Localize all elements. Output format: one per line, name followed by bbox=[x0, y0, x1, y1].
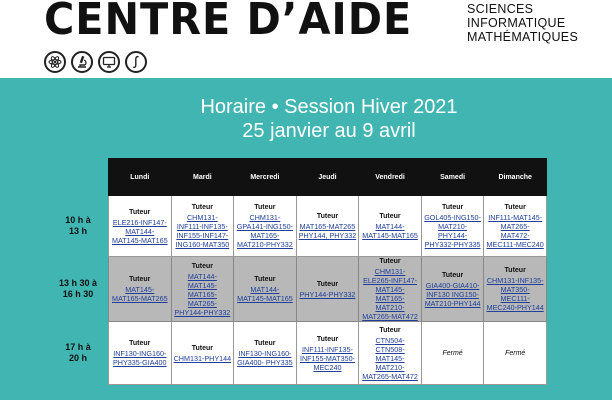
day-header-samedi: Samedi bbox=[421, 159, 484, 196]
schedule-cell: Tuteur CHM131-PHY144 bbox=[171, 322, 234, 385]
schedule-cell: Tuteur ELE216-INF147-MAT144-MAT145-MAT165 bbox=[109, 196, 172, 257]
time-label: 13 h 30 à 16 h 30 bbox=[58, 278, 98, 299]
schedule-cell: Tuteur INF111-MAT145-MAT265-MAT472-MEC111-MEC240 bbox=[484, 196, 547, 257]
course-link[interactable]: CHM131-ELE265-INF147-MAT145-MAT165-MAT210-MAT265-MAT472 bbox=[362, 267, 418, 321]
computer-icon bbox=[98, 51, 120, 73]
schedule-cell: Tuteur INF111-INF135-INF155-MAT350-MEC240 bbox=[296, 322, 359, 385]
subject-line-informatique: INFORMATIQUE bbox=[467, 16, 566, 30]
schedule-cell: Tuteur MAT144-MAT145-MAT165-MAT265-PHY144-PHY332 bbox=[171, 257, 234, 322]
atom-icon bbox=[44, 51, 66, 73]
course-link[interactable]: CHM131-PHY144 bbox=[173, 353, 232, 363]
time-label: 10 h à 13 h bbox=[65, 215, 91, 236]
course-link[interactable]: CTN504-CTN508-MAT145-MAT210-MAT265-MAT472 bbox=[362, 335, 418, 381]
schedule-cell: Tuteur MAT165-MAT265 PHY144, PHY332 bbox=[296, 196, 359, 257]
closed-label: Fermé bbox=[442, 350, 463, 357]
corner-cell bbox=[48, 159, 109, 196]
course-link[interactable]: MAT144-MAT145-MAT165 bbox=[237, 285, 293, 303]
course-link[interactable]: MAT144-MAT145-MAT165 bbox=[362, 222, 418, 240]
day-header-dimanche: Dimanche bbox=[484, 159, 547, 196]
course-link[interactable]: MAT145-MAT165-MAT265 bbox=[111, 285, 168, 303]
course-link[interactable]: GOL405-ING150-MAT210-PHY144-PHY332-PHY335 bbox=[424, 213, 481, 249]
course-link[interactable]: PHY144-PHY332 bbox=[299, 289, 356, 299]
schedule-cell: Tuteur MAT144-MAT145-MAT165 bbox=[234, 257, 297, 322]
time-label: 17 h à 20 h bbox=[65, 342, 91, 363]
closed-label: Fermé bbox=[505, 350, 526, 357]
course-link[interactable]: ELE216-INF147-MAT144-MAT145-MAT165 bbox=[111, 217, 168, 245]
schedule-cell: Tuteur CHM131- INF111-INF135-INF155-INF147-ING160-MAT350 bbox=[171, 196, 234, 257]
day-header-lundi: Lundi bbox=[109, 159, 172, 196]
subject-line-mathematiques: MATHÉMATIQUES bbox=[467, 30, 579, 44]
schedule-cell: Tuteur PHY144-PHY332 bbox=[296, 257, 359, 322]
discipline-icons bbox=[44, 51, 147, 73]
schedule-table bbox=[48, 158, 547, 385]
slot-row-afternoon bbox=[48, 257, 547, 322]
closed-cell bbox=[484, 322, 547, 385]
schedule-cell: Tuteur CTN504-CTN508-MAT145-MAT210-MAT265-MAT472 bbox=[359, 322, 422, 385]
course-link[interactable]: MAT165-MAT265 PHY144, PHY332 bbox=[298, 222, 357, 240]
closed-cell bbox=[421, 322, 484, 385]
day-header-jeudi: Jeudi bbox=[296, 159, 359, 196]
schedule-cell: Tuteur CHM131-INF135-MAT350-MEC111-MEC240-PHY144 bbox=[484, 257, 547, 322]
microscope-icon bbox=[71, 51, 93, 73]
course-link[interactable]: CHM131-INF135-MAT350-MEC111-MEC240-PHY144 bbox=[486, 276, 544, 312]
schedule-cell: Tuteur MAT145-MAT165-MAT265 bbox=[109, 257, 172, 322]
slot-row-morning bbox=[48, 196, 547, 257]
schedule-cell: Tuteur INF130-ING160-PHY335-GIA400 bbox=[109, 322, 172, 385]
schedule-cell: Tuteur CHM131-GPA141-ING150-MAT165-MAT210-PHY332 bbox=[234, 196, 297, 257]
subject-line-sciences: SCIENCES bbox=[467, 2, 534, 16]
course-link[interactable]: INF130-ING160-PHY335-GIA400 bbox=[113, 349, 167, 367]
day-header-vendredi: Vendredi bbox=[359, 159, 422, 196]
course-link[interactable]: MAT144-MAT145-MAT165-MAT265-PHY144-PHY332 bbox=[174, 271, 231, 317]
centre-title: CENTRE D’AIDE bbox=[44, 0, 413, 45]
course-link[interactable]: INF111-MAT145-MAT265-MAT472-MEC111-MEC240 bbox=[486, 213, 544, 249]
course-link[interactable]: CHM131-GPA141-ING150-MAT165-MAT210-PHY332 bbox=[236, 213, 293, 249]
schedule-cell: Tuteur GIA400-GIA410-INF130 ING150-MAT210-PHY144 bbox=[421, 257, 484, 322]
course-link[interactable]: INF111-INF135-INF155-MAT350-MEC240 bbox=[299, 344, 355, 372]
course-link[interactable]: INF130-ING160-GIA400- PHY335 bbox=[237, 349, 293, 367]
schedule-dates: 25 janvier au 9 avril bbox=[242, 120, 416, 142]
day-header-mercredi: Mercredi bbox=[234, 159, 297, 196]
schedule-heading: Horaire • Session Hiver 2021 bbox=[200, 96, 458, 118]
course-link[interactable]: CHM131- INF111-INF135-INF155-INF147-ING160-MAT350 bbox=[175, 213, 230, 249]
schedule-cell: Tuteur INF130-ING160-GIA400- PHY335 bbox=[234, 322, 297, 385]
course-link[interactable]: GIA400-GIA410-INF130 ING150-MAT210-PHY144 bbox=[424, 280, 481, 308]
header-banner bbox=[0, 0, 612, 78]
schedule-cell: Tuteur GOL405-ING150-MAT210-PHY144-PHY332-PHY335 bbox=[421, 196, 484, 257]
schedule-cell: Tuteur CHM131-ELE265-INF147-MAT145-MAT165-MAT210-MAT265-MAT472 bbox=[359, 257, 422, 322]
schedule-cell: Tuteur MAT144-MAT145-MAT165 bbox=[359, 196, 422, 257]
slot-row-evening bbox=[48, 322, 547, 385]
day-header-row bbox=[48, 159, 547, 196]
day-header-mardi: Mardi bbox=[171, 159, 234, 196]
integral-icon bbox=[125, 51, 147, 73]
